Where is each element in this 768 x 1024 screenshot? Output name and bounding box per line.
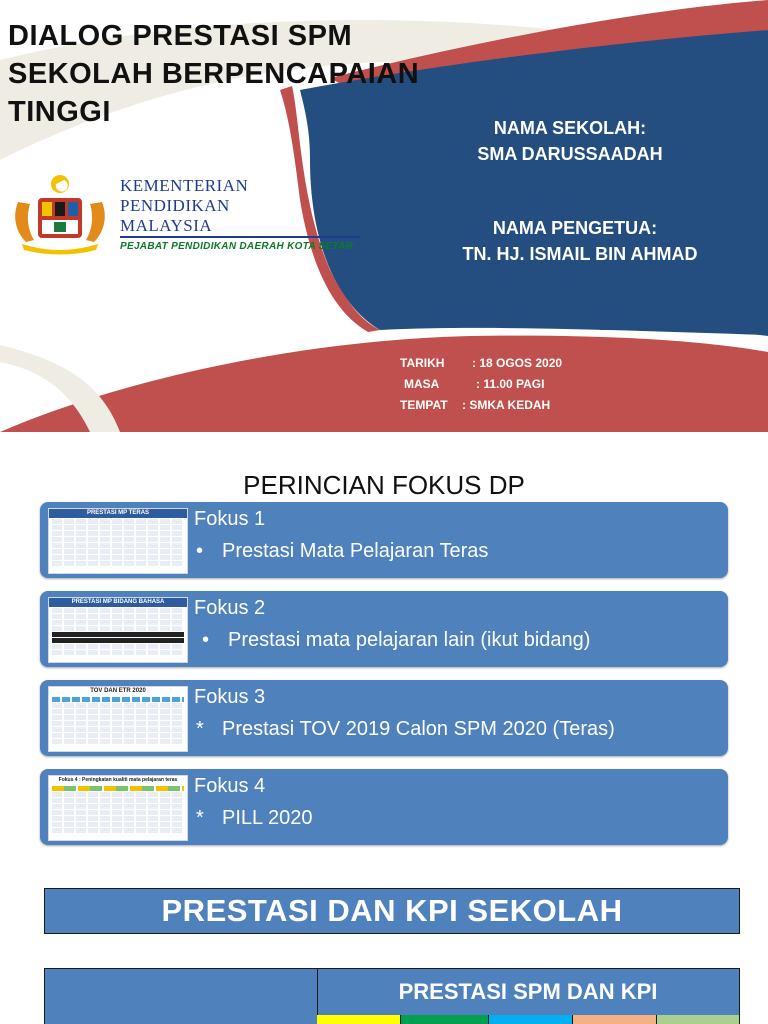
meeting-venue-value: : SMKA KEDAH	[462, 398, 551, 412]
focus-description-text: Prestasi TOV 2019 Calon SPM 2020 (Teras)	[222, 718, 615, 740]
focus-thumbnail	[48, 686, 188, 752]
kpi-color-cell	[317, 1015, 401, 1024]
slide-title: PERINCIAN FOKUS DP	[243, 470, 525, 500]
logo-office: PEJABAT PENDIDIKAN DAERAH KOTA SETAR	[120, 241, 354, 252]
focus-item	[40, 680, 728, 756]
meeting-venue-label: TEMPAT	[400, 398, 448, 412]
title-line-2: SEKOLAH BERPENCAPAIAN	[8, 58, 420, 90]
bullet-icon: *	[196, 718, 204, 740]
school-label: NAMA SEKOLAH:	[493, 118, 647, 138]
kpi-banner: PRESTASI DAN KPI SEKOLAH	[44, 888, 740, 934]
kpi-slide	[0, 864, 768, 1024]
meeting-time	[400, 377, 544, 391]
thumbnail-title: TOV DAN ETR 2020	[49, 687, 187, 696]
ministry-logo	[8, 172, 368, 258]
kpi-color-cell	[489, 1015, 573, 1024]
focus-label: Fokus 2	[194, 597, 266, 619]
title-line-1: DIALOG PRESTASI SPM	[8, 20, 353, 52]
title-line-3: TINGGI	[8, 96, 111, 128]
focus-thumbnail	[48, 508, 188, 574]
thumbnail-title: PRESTASI MP TERAS	[49, 509, 187, 518]
principal-name: TN. HJ. ISMAIL BIN AHMAD	[462, 244, 698, 264]
coat-of-arms-icon	[8, 172, 112, 258]
logo-line-2: PENDIDIKAN	[120, 196, 230, 215]
kpi-color-cell	[657, 1015, 739, 1024]
meeting-date-label: TARIKH	[400, 356, 445, 370]
school-name: SMA DARUSSAADAH	[477, 144, 663, 164]
logo-line-3: MALAYSIA	[120, 216, 213, 235]
focus-description-text: Prestasi Mata Pelajaran Teras	[222, 540, 489, 562]
focus-description	[196, 718, 615, 741]
bullet-icon: •	[202, 629, 210, 651]
kpi-table	[44, 968, 740, 1024]
meeting-venue	[400, 398, 550, 412]
kpi-table-header: PRESTASI SPM DAN KPI	[398, 979, 658, 1004]
bullet-icon: •	[196, 540, 204, 562]
kpi-color-cell	[401, 1015, 489, 1024]
focus-description	[196, 540, 488, 563]
title-slide	[0, 0, 768, 432]
meeting-time-value: : 11.00 PAGI	[476, 377, 545, 391]
principal-label: NAMA PENGETUA:	[492, 218, 658, 238]
kpi-table-left-cell	[45, 969, 318, 1024]
focus-item	[40, 502, 728, 578]
meeting-date-value: : 18 OGOS 2020	[472, 356, 563, 370]
meeting-date	[400, 356, 562, 370]
bullet-icon: *	[196, 807, 204, 829]
focus-thumbnail	[48, 775, 188, 841]
focus-description	[196, 807, 312, 830]
thumbnail-title: Fokus 4 : Peningkatan kualiti mata pelajaran teras	[49, 776, 187, 785]
kpi-color-cell	[573, 1015, 657, 1024]
thumbnail-title: PRESTASI MP BIDANG BAHASA	[49, 598, 187, 607]
focus-description-text: PILL 2020	[222, 807, 313, 829]
focus-item	[40, 591, 728, 667]
focus-item	[40, 769, 728, 845]
focus-label: Fokus 1	[194, 508, 266, 530]
focus-description-text: Prestasi mata pelajaran lain (ikut bidang)	[228, 629, 591, 651]
focus-label: Fokus 3	[194, 686, 266, 708]
focus-description	[202, 629, 590, 652]
logo-line-1: KEMENTERIAN	[120, 176, 249, 195]
focus-thumbnail	[48, 597, 188, 663]
focus-label: Fokus 4	[194, 775, 266, 797]
focus-slide	[0, 432, 768, 864]
meeting-time-label: MASA	[404, 377, 440, 391]
logo-divider	[120, 236, 360, 238]
